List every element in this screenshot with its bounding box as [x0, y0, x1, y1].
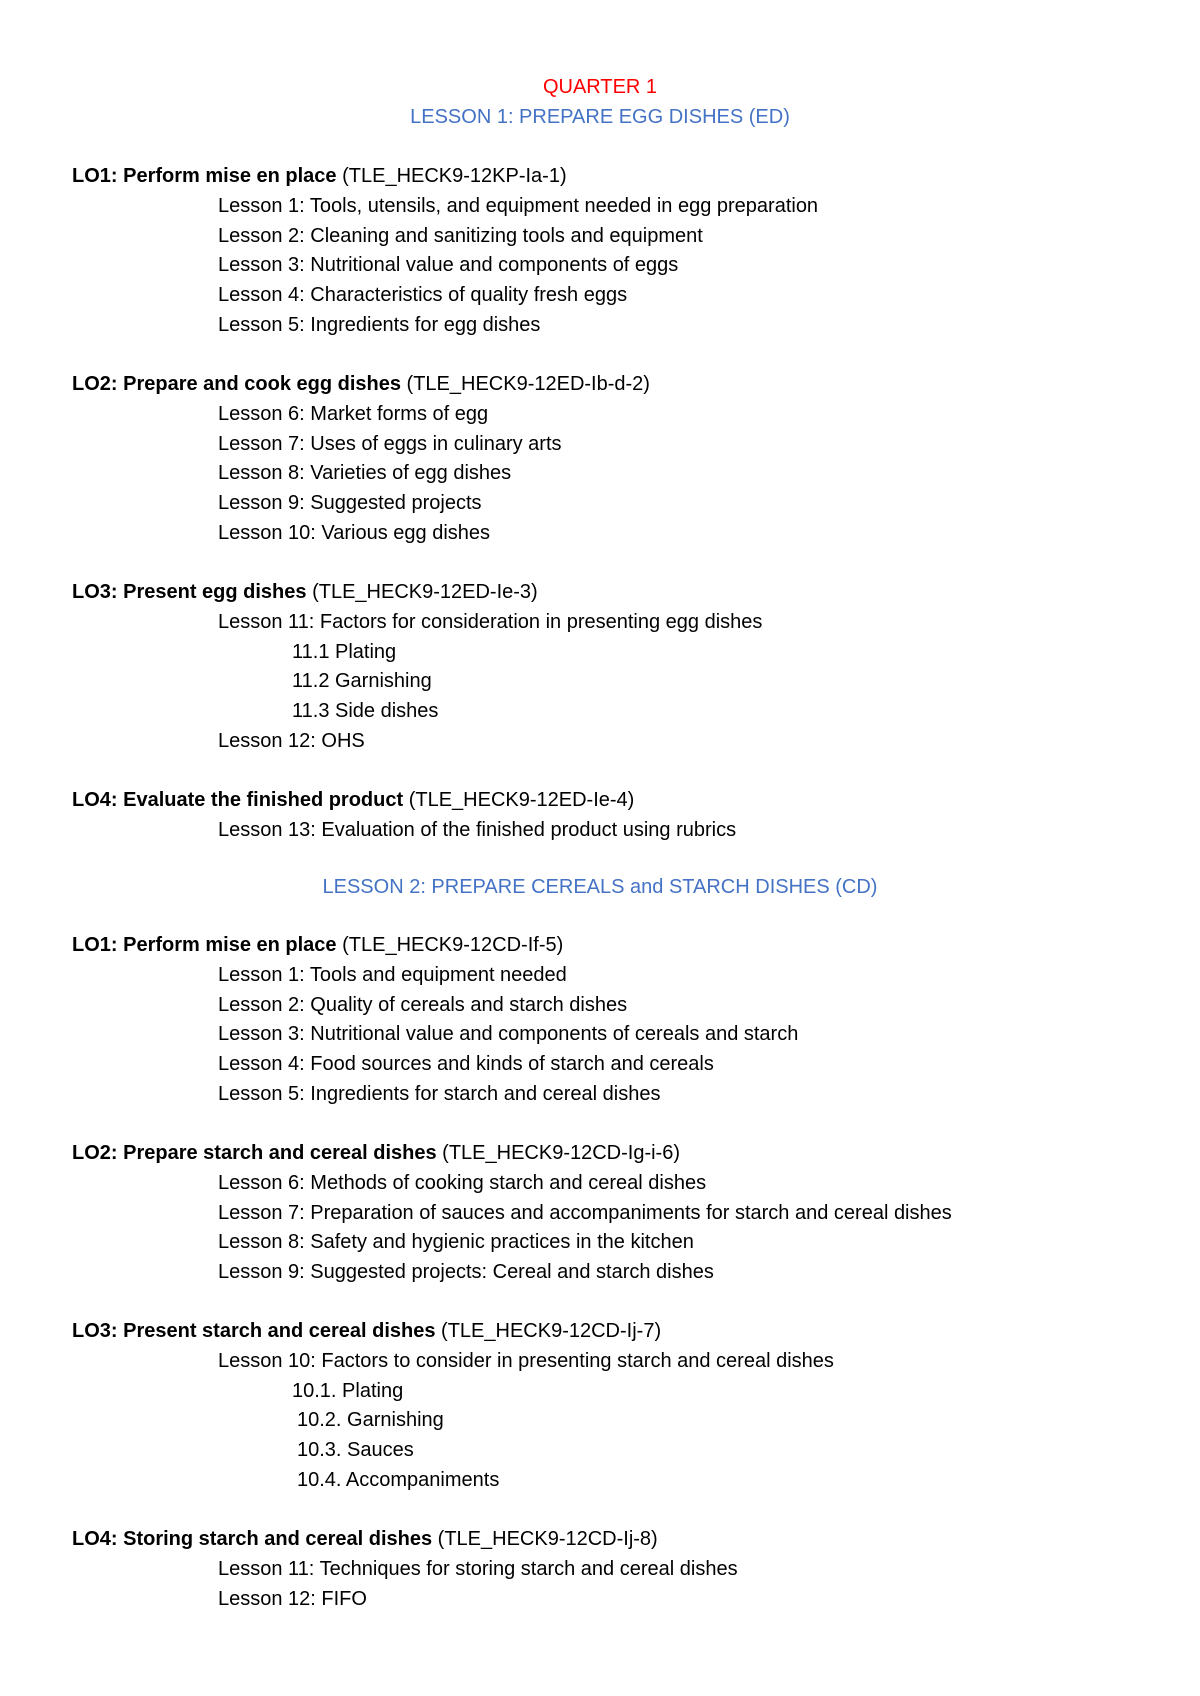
- list-item: Lesson 3: Nutritional value and components of cereals and starch: [218, 1023, 799, 1045]
- list-item: Lesson 10: Various egg dishes: [218, 522, 491, 544]
- lesson-1-lo2: [72, 372, 650, 396]
- lesson-2-lo2: [72, 1141, 680, 1165]
- list-item: Lesson 6: Methods of cooking starch and cereal dishes: [218, 1172, 707, 1194]
- lo-code: (TLE_HECK9-12KP-Ia-1): [336, 165, 567, 187]
- list-subitem: 10.3. Sauces: [297, 1439, 414, 1461]
- list-item: Lesson 2: Quality of cereals and starch dishes: [218, 994, 628, 1016]
- list-item: Lesson 11: Factors for consideration in presenting egg dishes: [218, 611, 763, 633]
- lo-title: LO3: Present starch and cereal dishes: [72, 1320, 436, 1342]
- list-item: Lesson 1: Tools, utensils, and equipment needed in egg preparation: [218, 195, 819, 217]
- lesson-2-heading: LESSON 2: PREPARE CEREALS and STARCH DISHES (CD): [322, 876, 878, 898]
- lesson-1-heading: LESSON 1: PREPARE EGG DISHES (ED): [410, 106, 790, 128]
- lo-code: (TLE_HECK9-12CD-If-5): [336, 934, 564, 956]
- quarter-title: QUARTER 1: [542, 76, 658, 98]
- list-item: Lesson 5: Ingredients for egg dishes: [218, 314, 541, 336]
- lesson-2-lo1: [72, 933, 563, 957]
- list-item: Lesson 3: Nutritional value and components of eggs: [218, 254, 679, 276]
- list-item: Lesson 6: Market forms of egg: [218, 403, 489, 425]
- lesson-2-lo3: [72, 1319, 661, 1343]
- lo-title: LO1: Perform mise en place: [72, 165, 337, 187]
- lo-title: LO3: Present egg dishes: [72, 581, 307, 603]
- list-item: Lesson 12: OHS: [218, 730, 365, 752]
- lo-title: LO2: Prepare starch and cereal dishes: [72, 1142, 437, 1164]
- list-item: Lesson 7: Preparation of sauces and accompaniments for starch and cereal dishes: [218, 1202, 952, 1224]
- list-item: Lesson 1: Tools and equipment needed: [218, 964, 567, 986]
- list-subitem: 10.4. Accompaniments: [297, 1469, 500, 1491]
- lo-title: LO4: Storing starch and cereal dishes: [72, 1528, 433, 1550]
- lesson-1-lo1: [72, 164, 567, 188]
- list-subitem: 11.1 Plating: [292, 641, 397, 663]
- list-item: Lesson 5: Ingredients for starch and cereal dishes: [218, 1083, 661, 1105]
- list-item: Lesson 13: Evaluation of the finished product using rubrics: [218, 819, 737, 841]
- lo-code: (TLE_HECK9-12ED-Ie-4): [403, 789, 635, 811]
- lo-code: (TLE_HECK9-12CD-Ij-7): [435, 1320, 662, 1342]
- list-item: Lesson 4: Characteristics of quality fresh eggs: [218, 284, 628, 306]
- list-item: Lesson 9: Suggested projects: [218, 492, 482, 514]
- list-subitem: 11.3 Side dishes: [292, 700, 439, 722]
- list-item: Lesson 2: Cleaning and sanitizing tools and equipment: [218, 225, 703, 247]
- list-item: Lesson 9: Suggested projects: Cereal and starch dishes: [218, 1261, 714, 1283]
- lo-title: LO4: Evaluate the finished product: [72, 789, 404, 811]
- list-item: Lesson 8: Varieties of egg dishes: [218, 462, 512, 484]
- lesson-1-lo3: [72, 580, 538, 604]
- lo-code: (TLE_HECK9-12CD-Ij-8): [432, 1528, 658, 1550]
- list-item: Lesson 11: Techniques for storing starch and cereal dishes: [218, 1558, 738, 1580]
- lo-title: LO2: Prepare and cook egg dishes: [72, 373, 401, 395]
- lo-title: LO1: Perform mise en place: [72, 934, 337, 956]
- list-subitem: 11.2 Garnishing: [292, 670, 432, 692]
- list-item: Lesson 7: Uses of eggs in culinary arts: [218, 433, 562, 455]
- list-subitem: 10.1. Plating: [292, 1380, 404, 1402]
- lo-code: (TLE_HECK9-12CD-Ig-i-6): [436, 1142, 680, 1164]
- list-item: Lesson 12: FIFO: [218, 1588, 367, 1610]
- lo-code: (TLE_HECK9-12ED-Ie-3): [306, 581, 538, 603]
- list-item: Lesson 8: Safety and hygienic practices in the kitchen: [218, 1231, 694, 1253]
- list-item: Lesson 10: Factors to consider in presenting starch and cereal dishes: [218, 1350, 834, 1372]
- lo-code: (TLE_HECK9-12ED-Ib-d-2): [400, 373, 650, 395]
- lesson-1-lo4: [72, 788, 634, 812]
- lesson-2-lo4: [72, 1527, 658, 1551]
- list-subitem: 10.2. Garnishing: [297, 1409, 444, 1431]
- list-item: Lesson 4: Food sources and kinds of starch and cereals: [218, 1053, 714, 1075]
